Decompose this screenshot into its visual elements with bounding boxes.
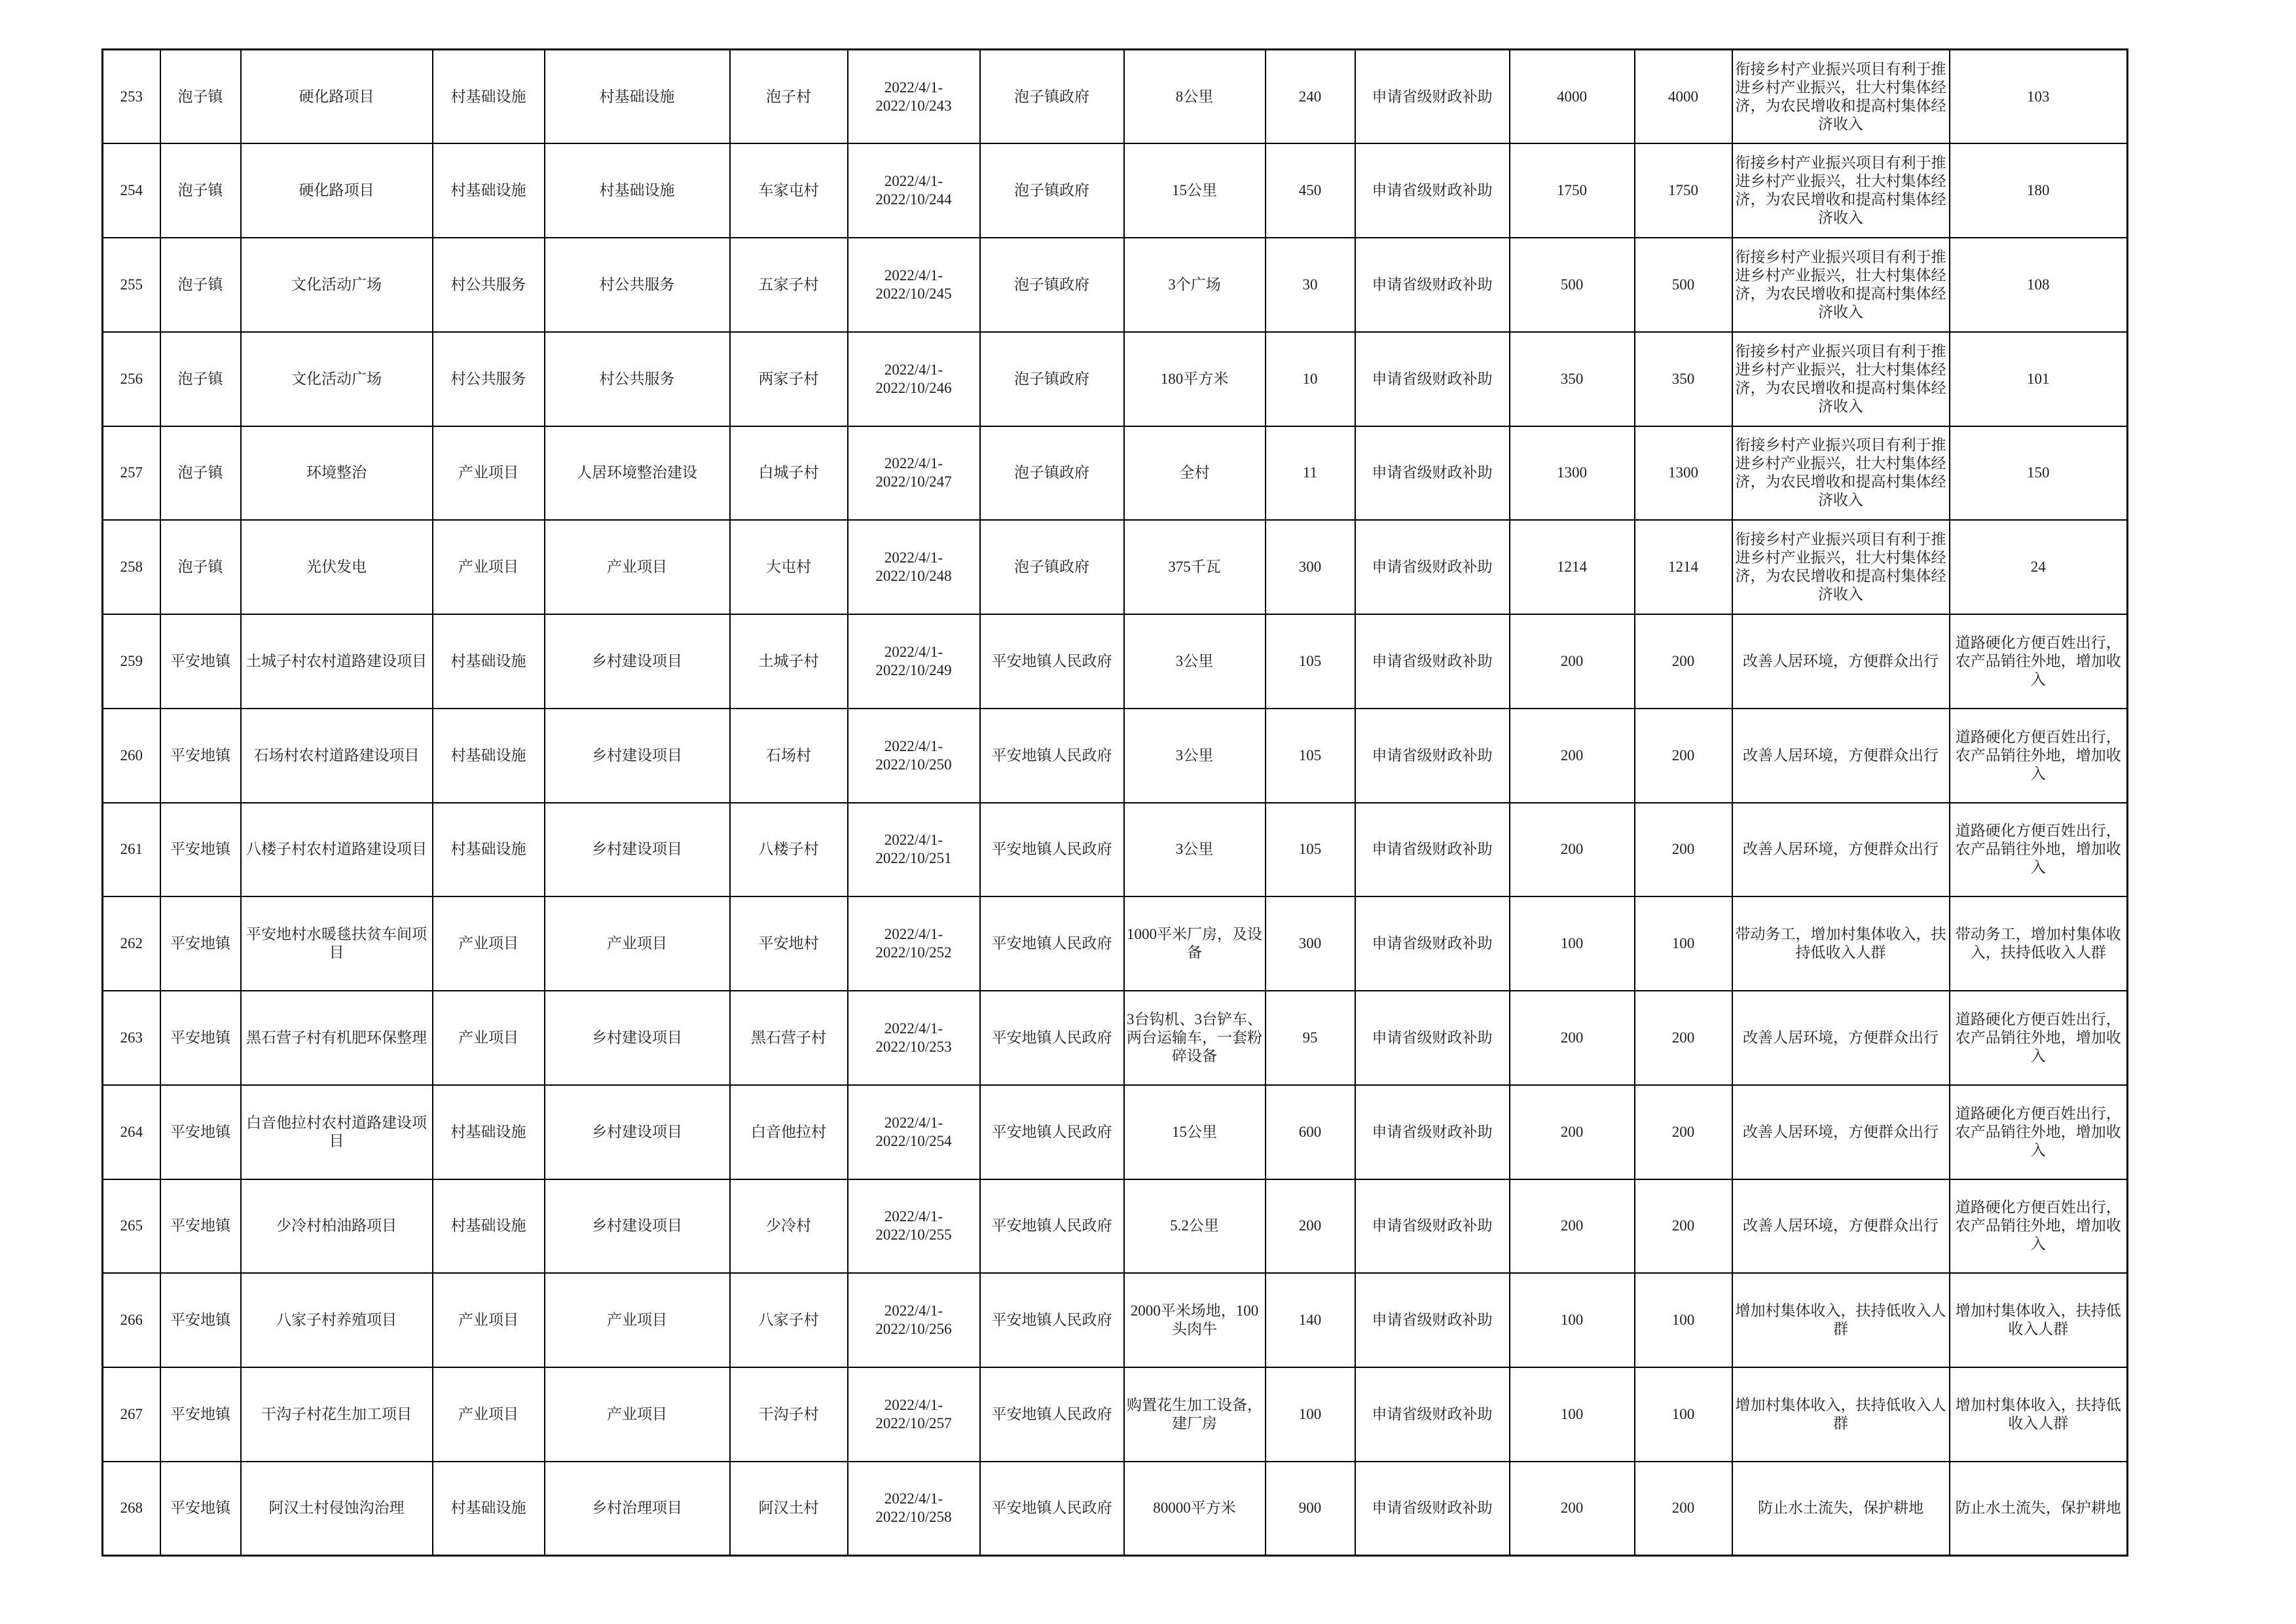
town-name: 平安地镇 [160, 1462, 241, 1556]
performance-outcome: 道路硬化方便百姓出行，农产品销往外地，增加收入 [1950, 803, 2128, 897]
beneficiary-count: 300 [1266, 896, 1355, 991]
benefit-mechanism: 衔接乡村产业振兴项目有利于推进乡村产业振兴，壮大村集体经济，为农民增收和提高村集体经济收入 [1732, 426, 1950, 521]
project-subtype: 村基础设施 [545, 143, 730, 238]
benefit-mechanism: 改善人居环境，方便群众出行 [1732, 1085, 1950, 1179]
project-type: 产业项目 [433, 1367, 545, 1462]
row-number: 254 [103, 143, 160, 238]
implementing-unit: 泡子镇政府 [980, 238, 1124, 332]
beneficiary-count: 140 [1266, 1273, 1355, 1367]
implementing-unit: 平安地镇人民政府 [980, 709, 1124, 803]
funding-source: 申请省级财政补助 [1355, 803, 1510, 897]
project-type: 产业项目 [433, 1273, 545, 1367]
row-number: 266 [103, 1273, 160, 1367]
project-subtype: 乡村建设项目 [545, 1085, 730, 1179]
benefit-mechanism: 防止水土流失，保护耕地 [1732, 1462, 1950, 1556]
fiscal-funds: 200 [1635, 614, 1732, 709]
village-name: 五家子村 [730, 238, 848, 332]
fiscal-funds: 100 [1635, 896, 1732, 991]
performance-outcome: 180 [1950, 143, 2128, 238]
implementing-unit: 泡子镇政府 [980, 50, 1124, 144]
row-number: 262 [103, 896, 160, 991]
beneficiary-count: 105 [1266, 803, 1355, 897]
beneficiary-count: 900 [1266, 1462, 1355, 1556]
total-investment: 350 [1510, 332, 1635, 426]
funding-source: 申请省级财政补助 [1355, 50, 1510, 144]
funding-source: 申请省级财政补助 [1355, 709, 1510, 803]
town-name: 平安地镇 [160, 1273, 241, 1367]
implementing-unit: 平安地镇人民政府 [980, 991, 1124, 1085]
performance-outcome: 道路硬化方便百姓出行，农产品销往外地，增加收入 [1950, 1085, 2128, 1179]
village-name: 少冷村 [730, 1179, 848, 1274]
project-name: 文化活动广场 [241, 238, 433, 332]
town-name: 平安地镇 [160, 991, 241, 1085]
funding-source: 申请省级财政补助 [1355, 520, 1510, 614]
town-name: 平安地镇 [160, 1179, 241, 1274]
fiscal-funds: 1214 [1635, 520, 1732, 614]
project-type: 产业项目 [433, 426, 545, 521]
construction-period: 2022/4/1- 2022/10/244 [848, 143, 980, 238]
town-name: 平安地镇 [160, 614, 241, 709]
project-subtype: 产业项目 [545, 520, 730, 614]
construction-scale: 375千瓦 [1124, 520, 1266, 614]
funding-source: 申请省级财政补助 [1355, 1085, 1510, 1179]
project-table [101, 48, 2128, 1557]
project-subtype: 乡村建设项目 [545, 991, 730, 1085]
construction-scale: 3公里 [1124, 709, 1266, 803]
implementing-unit: 平安地镇人民政府 [980, 614, 1124, 709]
town-name: 平安地镇 [160, 1367, 241, 1462]
total-investment: 1300 [1510, 426, 1635, 521]
row-number: 256 [103, 332, 160, 426]
table-row [103, 50, 2128, 144]
beneficiary-count: 240 [1266, 50, 1355, 144]
table-row [103, 1273, 2128, 1367]
village-name: 车家屯村 [730, 143, 848, 238]
project-type: 产业项目 [433, 896, 545, 991]
construction-period: 2022/4/1- 2022/10/254 [848, 1085, 980, 1179]
implementing-unit: 泡子镇政府 [980, 426, 1124, 521]
performance-outcome: 道路硬化方便百姓出行，农产品销往外地，增加收入 [1950, 614, 2128, 709]
row-number: 261 [103, 803, 160, 897]
village-name: 白音他拉村 [730, 1085, 848, 1179]
row-number: 253 [103, 50, 160, 144]
performance-outcome: 108 [1950, 238, 2128, 332]
construction-scale: 180平方米 [1124, 332, 1266, 426]
table-row [103, 614, 2128, 709]
fiscal-funds: 200 [1635, 709, 1732, 803]
project-name: 八楼子村农村道路建设项目 [241, 803, 433, 897]
construction-period: 2022/4/1- 2022/10/256 [848, 1273, 980, 1367]
row-number: 264 [103, 1085, 160, 1179]
village-name: 白城子村 [730, 426, 848, 521]
beneficiary-count: 300 [1266, 520, 1355, 614]
beneficiary-count: 10 [1266, 332, 1355, 426]
benefit-mechanism: 改善人居环境，方便群众出行 [1732, 1179, 1950, 1274]
project-name: 平安地村水暖毯扶贫车间项目 [241, 896, 433, 991]
table-row [103, 1367, 2128, 1462]
project-type: 村基础设施 [433, 1085, 545, 1179]
total-investment: 200 [1510, 803, 1635, 897]
construction-period: 2022/4/1- 2022/10/247 [848, 426, 980, 521]
project-name: 白音他拉村农村道路建设项目 [241, 1085, 433, 1179]
construction-period: 2022/4/1- 2022/10/252 [848, 896, 980, 991]
village-name: 大屯村 [730, 520, 848, 614]
construction-period: 2022/4/1- 2022/10/243 [848, 50, 980, 144]
fiscal-funds: 200 [1635, 803, 1732, 897]
construction-period: 2022/4/1- 2022/10/245 [848, 238, 980, 332]
construction-scale: 3公里 [1124, 803, 1266, 897]
implementing-unit: 平安地镇人民政府 [980, 896, 1124, 991]
funding-source: 申请省级财政补助 [1355, 332, 1510, 426]
project-subtype: 乡村治理项目 [545, 1462, 730, 1556]
row-number: 260 [103, 709, 160, 803]
beneficiary-count: 200 [1266, 1179, 1355, 1274]
village-name: 石场村 [730, 709, 848, 803]
project-type: 村基础设施 [433, 1179, 545, 1274]
total-investment: 200 [1510, 991, 1635, 1085]
table-row [103, 143, 2128, 238]
construction-scale: 3公里 [1124, 614, 1266, 709]
benefit-mechanism: 衔接乡村产业振兴项目有利于推进乡村产业振兴，壮大村集体经济，为农民增收和提高村集体经济收入 [1732, 332, 1950, 426]
benefit-mechanism: 衔接乡村产业振兴项目有利于推进乡村产业振兴，壮大村集体经济，为农民增收和提高村集体经济收入 [1732, 520, 1950, 614]
implementing-unit: 平安地镇人民政府 [980, 1462, 1124, 1556]
village-name: 干沟子村 [730, 1367, 848, 1462]
project-type: 村公共服务 [433, 238, 545, 332]
project-type: 村基础设施 [433, 614, 545, 709]
construction-scale: 2000平米场地，100头肉牛 [1124, 1273, 1266, 1367]
implementing-unit: 泡子镇政府 [980, 332, 1124, 426]
table-row [103, 896, 2128, 991]
table-row [103, 1179, 2128, 1274]
village-name: 两家子村 [730, 332, 848, 426]
funding-source: 申请省级财政补助 [1355, 896, 1510, 991]
project-name: 土城子村农村道路建设项目 [241, 614, 433, 709]
construction-period: 2022/4/1- 2022/10/249 [848, 614, 980, 709]
project-subtype: 人居环境整治建设 [545, 426, 730, 521]
beneficiary-count: 95 [1266, 991, 1355, 1085]
construction-scale: 3台钩机、3台铲车、两台运输车，一套粉碎设备 [1124, 991, 1266, 1085]
village-name: 泡子村 [730, 50, 848, 144]
total-investment: 100 [1510, 1273, 1635, 1367]
table-row [103, 520, 2128, 614]
construction-period: 2022/4/1- 2022/10/253 [848, 991, 980, 1085]
project-name: 光伏发电 [241, 520, 433, 614]
performance-outcome: 150 [1950, 426, 2128, 521]
fiscal-funds: 200 [1635, 1179, 1732, 1274]
construction-scale: 购置花生加工设备，建厂房 [1124, 1367, 1266, 1462]
funding-source: 申请省级财政补助 [1355, 1367, 1510, 1462]
total-investment: 100 [1510, 1367, 1635, 1462]
total-investment: 200 [1510, 614, 1635, 709]
construction-period: 2022/4/1- 2022/10/251 [848, 803, 980, 897]
table-row [103, 238, 2128, 332]
implementing-unit: 平安地镇人民政府 [980, 803, 1124, 897]
implementing-unit: 平安地镇人民政府 [980, 1273, 1124, 1367]
town-name: 泡子镇 [160, 520, 241, 614]
funding-source: 申请省级财政补助 [1355, 1462, 1510, 1556]
village-name: 土城子村 [730, 614, 848, 709]
performance-outcome: 防止水土流失，保护耕地 [1950, 1462, 2128, 1556]
beneficiary-count: 105 [1266, 709, 1355, 803]
project-subtype: 产业项目 [545, 896, 730, 991]
project-name: 少冷村柏油路项目 [241, 1179, 433, 1274]
performance-outcome: 24 [1950, 520, 2128, 614]
total-investment: 500 [1510, 238, 1635, 332]
implementing-unit: 泡子镇政府 [980, 520, 1124, 614]
table-row [103, 803, 2128, 897]
construction-scale: 15公里 [1124, 143, 1266, 238]
table-row [103, 709, 2128, 803]
town-name: 平安地镇 [160, 896, 241, 991]
construction-scale: 80000平方米 [1124, 1462, 1266, 1556]
table-row [103, 991, 2128, 1085]
implementing-unit: 平安地镇人民政府 [980, 1367, 1124, 1462]
row-number: 255 [103, 238, 160, 332]
benefit-mechanism: 衔接乡村产业振兴项目有利于推进乡村产业振兴，壮大村集体经济，为农民增收和提高村集体经济收入 [1732, 50, 1950, 144]
row-number: 267 [103, 1367, 160, 1462]
project-subtype: 村公共服务 [545, 238, 730, 332]
benefit-mechanism: 增加村集体收入，扶持低收入人群 [1732, 1273, 1950, 1367]
construction-period: 2022/4/1- 2022/10/250 [848, 709, 980, 803]
village-name: 八楼子村 [730, 803, 848, 897]
project-name: 文化活动广场 [241, 332, 433, 426]
total-investment: 200 [1510, 1462, 1635, 1556]
row-number: 268 [103, 1462, 160, 1556]
project-type: 村基础设施 [433, 803, 545, 897]
performance-outcome: 增加村集体收入，扶持低收入人群 [1950, 1273, 2128, 1367]
construction-scale: 3个广场 [1124, 238, 1266, 332]
fiscal-funds: 100 [1635, 1367, 1732, 1462]
construction-period: 2022/4/1- 2022/10/255 [848, 1179, 980, 1274]
row-number: 258 [103, 520, 160, 614]
funding-source: 申请省级财政补助 [1355, 1273, 1510, 1367]
project-name: 硬化路项目 [241, 143, 433, 238]
town-name: 泡子镇 [160, 238, 241, 332]
implementing-unit: 平安地镇人民政府 [980, 1179, 1124, 1274]
project-name: 环境整治 [241, 426, 433, 521]
village-name: 阿汉土村 [730, 1462, 848, 1556]
total-investment: 1750 [1510, 143, 1635, 238]
project-subtype: 村公共服务 [545, 332, 730, 426]
beneficiary-count: 450 [1266, 143, 1355, 238]
project-name: 硬化路项目 [241, 50, 433, 144]
row-number: 259 [103, 614, 160, 709]
village-name: 黑石营子村 [730, 991, 848, 1085]
project-subtype: 乡村建设项目 [545, 1179, 730, 1274]
performance-outcome: 道路硬化方便百姓出行，农产品销往外地，增加收入 [1950, 991, 2128, 1085]
performance-outcome: 带动务工，增加村集体收入，扶持低收入人群 [1950, 896, 2128, 991]
town-name: 泡子镇 [160, 332, 241, 426]
benefit-mechanism: 改善人居环境，方便群众出行 [1732, 991, 1950, 1085]
benefit-mechanism: 改善人居环境，方便群众出行 [1732, 709, 1950, 803]
beneficiary-count: 105 [1266, 614, 1355, 709]
performance-outcome: 103 [1950, 50, 2128, 144]
fiscal-funds: 200 [1635, 1462, 1732, 1556]
performance-outcome: 道路硬化方便百姓出行，农产品销往外地，增加收入 [1950, 709, 2128, 803]
funding-source: 申请省级财政补助 [1355, 991, 1510, 1085]
fiscal-funds: 200 [1635, 1085, 1732, 1179]
project-type: 村基础设施 [433, 143, 545, 238]
construction-scale: 全村 [1124, 426, 1266, 521]
fiscal-funds: 200 [1635, 991, 1732, 1085]
project-type: 产业项目 [433, 520, 545, 614]
table-row [103, 332, 2128, 426]
construction-scale: 15公里 [1124, 1085, 1266, 1179]
beneficiary-count: 30 [1266, 238, 1355, 332]
project-type: 村基础设施 [433, 709, 545, 803]
performance-outcome: 道路硬化方便百姓出行，农产品销往外地，增加收入 [1950, 1179, 2128, 1274]
benefit-mechanism: 改善人居环境，方便群众出行 [1732, 803, 1950, 897]
benefit-mechanism: 增加村集体收入，扶持低收入人群 [1732, 1367, 1950, 1462]
project-name: 石场村农村道路建设项目 [241, 709, 433, 803]
project-type: 村基础设施 [433, 50, 545, 144]
funding-source: 申请省级财政补助 [1355, 1179, 1510, 1274]
table-row [103, 1462, 2128, 1556]
fiscal-funds: 1300 [1635, 426, 1732, 521]
project-name: 八家子村养殖项目 [241, 1273, 433, 1367]
project-subtype: 乡村建设项目 [545, 803, 730, 897]
funding-source: 申请省级财政补助 [1355, 426, 1510, 521]
benefit-mechanism: 带动务工，增加村集体收入，扶持低收入人群 [1732, 896, 1950, 991]
total-investment: 1214 [1510, 520, 1635, 614]
implementing-unit: 泡子镇政府 [980, 143, 1124, 238]
performance-outcome: 101 [1950, 332, 2128, 426]
construction-period: 2022/4/1- 2022/10/248 [848, 520, 980, 614]
funding-source: 申请省级财政补助 [1355, 614, 1510, 709]
project-subtype: 乡村建设项目 [545, 709, 730, 803]
funding-source: 申请省级财政补助 [1355, 238, 1510, 332]
construction-period: 2022/4/1- 2022/10/257 [848, 1367, 980, 1462]
town-name: 泡子镇 [160, 143, 241, 238]
town-name: 平安地镇 [160, 1085, 241, 1179]
project-subtype: 产业项目 [545, 1273, 730, 1367]
project-name: 黑石营子村有机肥环保整理 [241, 991, 433, 1085]
performance-outcome: 增加村集体收入，扶持低收入人群 [1950, 1367, 2128, 1462]
row-number: 265 [103, 1179, 160, 1274]
row-number: 263 [103, 991, 160, 1085]
town-name: 泡子镇 [160, 50, 241, 144]
fiscal-funds: 1750 [1635, 143, 1732, 238]
benefit-mechanism: 改善人居环境，方便群众出行 [1732, 614, 1950, 709]
construction-scale: 1000平米厂房，及设备 [1124, 896, 1266, 991]
row-number: 257 [103, 426, 160, 521]
benefit-mechanism: 衔接乡村产业振兴项目有利于推进乡村产业振兴，壮大村集体经济，为农民增收和提高村集体经济收入 [1732, 143, 1950, 238]
total-investment: 200 [1510, 1085, 1635, 1179]
town-name: 平安地镇 [160, 709, 241, 803]
town-name: 泡子镇 [160, 426, 241, 521]
fiscal-funds: 500 [1635, 238, 1732, 332]
total-investment: 4000 [1510, 50, 1635, 144]
project-name: 干沟子村花生加工项目 [241, 1367, 433, 1462]
benefit-mechanism: 衔接乡村产业振兴项目有利于推进乡村产业振兴，壮大村集体经济，为农民增收和提高村集体经济收入 [1732, 238, 1950, 332]
project-subtype: 产业项目 [545, 1367, 730, 1462]
project-subtype: 村基础设施 [545, 50, 730, 144]
town-name: 平安地镇 [160, 803, 241, 897]
implementing-unit: 平安地镇人民政府 [980, 1085, 1124, 1179]
fiscal-funds: 350 [1635, 332, 1732, 426]
construction-scale: 8公里 [1124, 50, 1266, 144]
fiscal-funds: 100 [1635, 1273, 1732, 1367]
project-type: 产业项目 [433, 991, 545, 1085]
construction-period: 2022/4/1- 2022/10/246 [848, 332, 980, 426]
village-name: 平安地村 [730, 896, 848, 991]
construction-period: 2022/4/1- 2022/10/258 [848, 1462, 980, 1556]
village-name: 八家子村 [730, 1273, 848, 1367]
total-investment: 200 [1510, 709, 1635, 803]
table-row [103, 1085, 2128, 1179]
construction-scale: 5.2公里 [1124, 1179, 1266, 1274]
table-row [103, 426, 2128, 521]
beneficiary-count: 600 [1266, 1085, 1355, 1179]
fiscal-funds: 4000 [1635, 50, 1732, 144]
project-type: 村基础设施 [433, 1462, 545, 1556]
funding-source: 申请省级财政补助 [1355, 143, 1510, 238]
total-investment: 100 [1510, 896, 1635, 991]
project-name: 阿汉土村侵蚀沟治理 [241, 1462, 433, 1556]
project-subtype: 乡村建设项目 [545, 614, 730, 709]
project-type: 村公共服务 [433, 332, 545, 426]
beneficiary-count: 11 [1266, 426, 1355, 521]
beneficiary-count: 100 [1266, 1367, 1355, 1462]
total-investment: 200 [1510, 1179, 1635, 1274]
